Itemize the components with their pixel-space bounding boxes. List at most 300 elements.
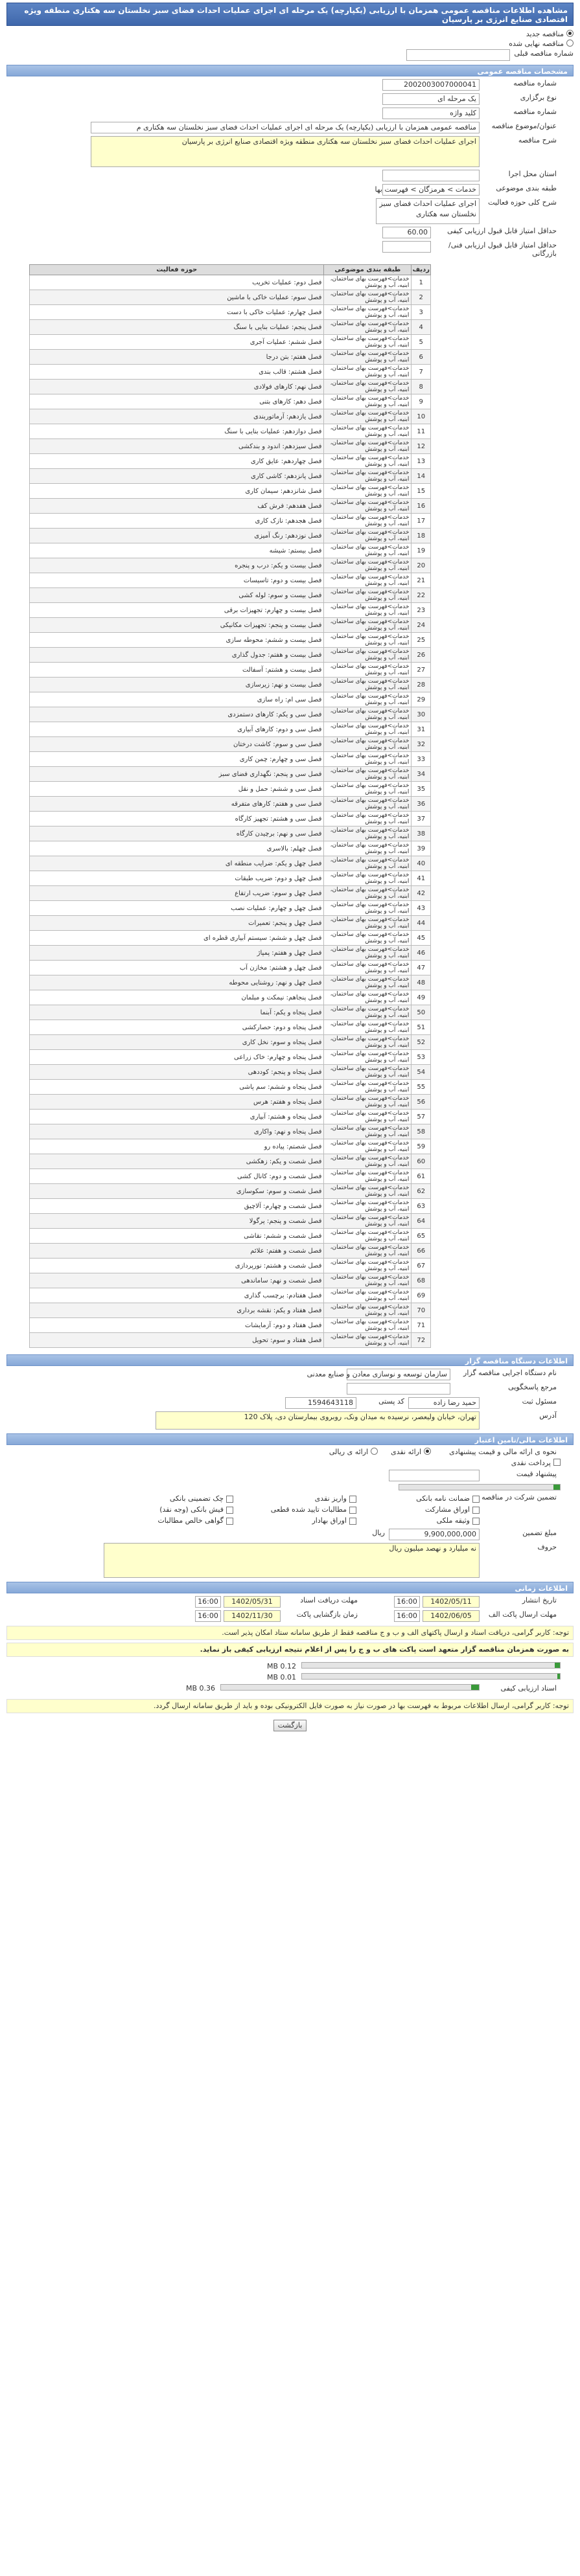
row-class-cell: خدمات>فهرست بهای ساختمان، ابنیه، آب و پوشش	[324, 752, 412, 767]
table-row	[30, 380, 431, 394]
table-row	[30, 901, 431, 916]
row-index-cell: 20	[412, 558, 431, 573]
table-row	[30, 394, 431, 409]
scan-checkbox[interactable]	[553, 1459, 561, 1466]
row-activity-cell: فصل چهل و هشتم: مخازن آب	[30, 961, 324, 975]
opening-date: 1402/11/30	[224, 1610, 281, 1622]
table-row	[30, 678, 431, 692]
method-checkbox[interactable]	[472, 1507, 480, 1514]
row-index-cell: 32	[412, 737, 431, 752]
row-class-cell: خدمات>فهرست بهای ساختمان، ابنیه، آب و پوشش	[324, 454, 412, 469]
row-activity-cell: فصل پنجاه و پنجم: کوددهی	[30, 1065, 324, 1080]
row-activity-cell: فصل نهم: کارهای فولادی	[30, 380, 324, 394]
row-activity-cell: فصل دوازدهم: عملیات بنایی با سنگ	[30, 424, 324, 439]
row-class-cell: خدمات>فهرست بهای ساختمان، ابنیه، آب و پوشش	[324, 394, 412, 409]
row-class-cell: خدمات>فهرست بهای ساختمان، ابنیه، آب و پوشش	[324, 1273, 412, 1288]
row-index-cell: 14	[412, 469, 431, 484]
row-activity-cell: فصل پنجاه و سوم: نخل کاری	[30, 1035, 324, 1050]
table-row	[30, 484, 431, 499]
method-option-label: اوراق بهادار	[312, 1516, 347, 1525]
table-row	[30, 797, 431, 812]
table-row	[30, 514, 431, 529]
table-row	[30, 961, 431, 975]
method-option[interactable]	[110, 1505, 233, 1514]
org-code-label: کد پستی	[378, 1397, 404, 1406]
row-class-cell: خدمات>فهرست بهای ساختمان، ابنیه، آب و پوشش	[324, 305, 412, 320]
number-label: شماره مناقصه	[513, 79, 557, 87]
table-row	[30, 350, 431, 365]
submit-date: 1402/06/05	[423, 1610, 480, 1622]
row-index-cell: 52	[412, 1035, 431, 1050]
table-row	[30, 1318, 431, 1333]
amount-label: مبلغ تضمین	[522, 1529, 557, 1537]
row-class-cell: خدمات>فهرست بهای ساختمان، ابنیه، آب و پوشش	[324, 335, 412, 350]
row-index-cell: 24	[412, 618, 431, 633]
table-row	[30, 1139, 431, 1154]
row-class-cell: خدمات>فهرست بهای ساختمان، ابنیه، آب و پوشش	[324, 603, 412, 618]
row-activity-cell: فصل بیست و ششم: محوطه سازی	[30, 633, 324, 648]
row-index-cell: 21	[412, 573, 431, 588]
previous-tender-field[interactable]	[406, 49, 510, 61]
table-row	[30, 1229, 431, 1244]
info-note-2: به صورت همزمان مناقصه گزار متعهد است پاکت های ب و ج را پس از اعلام نتیجه ارزیابی کیفی باز نماید.	[6, 1643, 574, 1657]
row-activity-cell: فصل چهلم: بالاسری	[30, 841, 324, 856]
method-checkbox[interactable]	[226, 1496, 233, 1503]
table-row	[30, 871, 431, 886]
row-activity-cell: فصل پنجاهم: نیمکت و مبلمان	[30, 990, 324, 1005]
row-class-cell: خدمات>فهرست بهای ساختمان، ابنیه، آب و پوشش	[324, 767, 412, 782]
row-activity-cell: فصل پانزدهم: کاشی کاری	[30, 469, 324, 484]
method-checkbox[interactable]	[349, 1496, 356, 1503]
row-activity-cell: فصل سیزدهم: اندود و بندکشی	[30, 439, 324, 454]
row-index-cell: 56	[412, 1095, 431, 1110]
row-class-cell: خدمات>فهرست بهای ساختمان، ابنیه، آب و پوشش	[324, 1184, 412, 1199]
row-index-cell: 27	[412, 663, 431, 678]
table-row	[30, 439, 431, 454]
min-score-field-2	[382, 241, 431, 253]
row-class-cell: خدمات>فهرست بهای ساختمان، ابنیه، آب و پوشش	[324, 975, 412, 990]
row-class-cell: خدمات>فهرست بهای ساختمان، ابنیه، آب و پوشش	[324, 871, 412, 886]
row-index-cell: 11	[412, 424, 431, 439]
table-row	[30, 573, 431, 588]
row-class-cell: خدمات>فهرست بهای ساختمان، ابنیه، آب و پوشش	[324, 558, 412, 573]
table-row	[30, 767, 431, 782]
row-activity-cell: فصل سی و چهارم: چمن کاری	[30, 752, 324, 767]
row-activity-cell: فصل بیست و چهارم: تجهیزات برقی	[30, 603, 324, 618]
row-index-cell: 64	[412, 1214, 431, 1229]
opt1-radio[interactable]	[424, 1448, 431, 1455]
row-class-cell: خدمات>فهرست بهای ساختمان، ابنیه، آب و پوشش	[324, 484, 412, 499]
table-row	[30, 975, 431, 990]
row-activity-cell: فصل چهل و یکم: ضرایب منطقه ای	[30, 856, 324, 871]
row-index-cell: 18	[412, 529, 431, 543]
amount-text-label: حروف	[537, 1543, 557, 1551]
table-row	[30, 812, 431, 826]
method-options	[91, 1493, 480, 1526]
row-class-cell: خدمات>فهرست بهای ساختمان، ابنیه، آب و پوشش	[324, 543, 412, 558]
row-index-cell: 35	[412, 782, 431, 797]
opt1-label: ارائه نقدی	[391, 1448, 421, 1456]
row-activity-cell: فصل سی و پنجم: نگهداری فضای سبز	[30, 767, 324, 782]
min-score-label: حداقل امتیاز قابل قبول ارزیابی کیفی	[447, 227, 557, 235]
row-class-cell: خدمات>فهرست بهای ساختمان، ابنیه، آب و پوشش	[324, 365, 412, 380]
table-row	[30, 365, 431, 380]
submit-label: مهلت ارسال پاکت الف	[488, 1610, 557, 1619]
row-class-cell: خدمات>فهرست بهای ساختمان، ابنیه، آب و پوشش	[324, 1065, 412, 1080]
amount-text-field: نه میلیارد و نهصد میلیون ریال	[104, 1543, 480, 1578]
row-class-cell: خدمات>فهرست بهای ساختمان، ابنیه، آب و پوشش	[324, 514, 412, 529]
org-address-field: تهران، خیابان ولیعصر، نرسیده به میدان ونک، روبروی بیمارستان دی، پلاک 120	[156, 1411, 480, 1430]
class-label: طبقه بندی موضوعی	[496, 184, 557, 192]
publish-label: تاریخ انتشار	[522, 1596, 557, 1604]
table-row	[30, 469, 431, 484]
table-row	[30, 1169, 431, 1184]
row-class-cell: خدمات>فهرست بهای ساختمان، ابنیه، آب و پوشش	[324, 275, 412, 290]
row-activity-cell: فصل پنجاه و نهم: واکاری	[30, 1124, 324, 1139]
file-size-2: 0.01 MB	[266, 1673, 296, 1681]
row-activity-cell: فصل چهاردهم: عایق کاری	[30, 454, 324, 469]
row-index-cell: 13	[412, 454, 431, 469]
org-person-label: مسئول ثبت	[522, 1397, 557, 1406]
row-index-cell: 54	[412, 1065, 431, 1080]
row-index-cell: 30	[412, 707, 431, 722]
method-option[interactable]	[356, 1505, 480, 1514]
row-class-cell: خدمات>فهرست بهای ساختمان، ابنیه، آب و پوشش	[324, 901, 412, 916]
row-activity-cell: فصل نوزدهم: رنگ آمیزی	[30, 529, 324, 543]
method-option-label: واریز نقدی	[314, 1494, 347, 1503]
method-checkbox[interactable]	[472, 1518, 480, 1525]
row-activity-cell: فصل هفتاد و سوم: تحویل	[30, 1333, 324, 1348]
opening-label: زمان بازگشایی پاکت	[296, 1610, 358, 1619]
col-index-header: ردیف	[412, 265, 431, 275]
row-class-cell: خدمات>فهرست بهای ساختمان، ابنیه، آب و پوشش	[324, 1229, 412, 1244]
row-activity-cell: فصل هفتاد و دوم: آزمایشات	[30, 1318, 324, 1333]
new-tender-label: مناقصه جدید	[526, 30, 564, 38]
row-index-cell: 8	[412, 380, 431, 394]
org-ref-field	[347, 1383, 450, 1395]
row-activity-cell: فصل شصت و هشتم: نورپردازی	[30, 1259, 324, 1273]
row-activity-cell: فصل سی ام: راه سازی	[30, 692, 324, 707]
method-option-label: اوراق مشارکت	[424, 1505, 470, 1514]
table-row	[30, 886, 431, 901]
subject-field: مناقصه عمومی همزمان با ارزیابی (یکپارچه) یک مرحله ای اجرای عملیات احداث فضای سبز نخلستان سه هکتاری م	[91, 122, 480, 133]
method-option-label: وثیقه ملکی	[436, 1516, 470, 1525]
tender-no-label: شماره مناقصه	[513, 108, 557, 116]
table-row	[30, 931, 431, 946]
quality-label: اسناد ارزیابی کیفی	[500, 1684, 557, 1693]
row-class-cell: خدمات>فهرست بهای ساختمان، ابنیه، آب و پوشش	[324, 350, 412, 365]
row-class-cell: خدمات>فهرست بهای ساختمان، ابنیه، آب و پوشش	[324, 1303, 412, 1318]
row-class-cell: خدمات>فهرست بهای ساختمان، ابنیه، آب و پوشش	[324, 439, 412, 454]
row-index-cell: 22	[412, 588, 431, 603]
place-label: استان محل اجرا	[508, 170, 557, 178]
row-class-cell: خدمات>فهرست بهای ساختمان، ابنیه، آب و پوشش	[324, 290, 412, 305]
row-index-cell: 60	[412, 1154, 431, 1169]
row-index-cell: 12	[412, 439, 431, 454]
row-activity-cell: فصل هفدهم: فرش کف	[30, 499, 324, 514]
row-index-cell: 43	[412, 901, 431, 916]
table-row	[30, 856, 431, 871]
row-class-cell: خدمات>فهرست بهای ساختمان، ابنیه، آب و پوشش	[324, 946, 412, 961]
table-row	[30, 648, 431, 663]
row-activity-cell: فصل چهل و دوم: ضریب طبقات	[30, 871, 324, 886]
row-activity-cell: فصل چهل و پنجم: تعمیرات	[30, 916, 324, 931]
row-index-cell: 4	[412, 320, 431, 335]
row-index-cell: 29	[412, 692, 431, 707]
row-index-cell: 3	[412, 305, 431, 320]
row-class-cell: خدمات>فهرست بهای ساختمان، ابنیه، آب و پوشش	[324, 1005, 412, 1020]
row-index-cell: 49	[412, 990, 431, 1005]
table-row	[30, 603, 431, 618]
row-activity-cell: فصل پنجاه و دوم: حصارکشی	[30, 1020, 324, 1035]
row-class-cell: خدمات>فهرست بهای ساختمان، ابنیه، آب و پوشش	[324, 618, 412, 633]
table-row	[30, 1333, 431, 1348]
row-activity-cell: فصل پنجاه و چهارم: خاک زراعی	[30, 1050, 324, 1065]
org-name-field: سازمان توسعه و نوسازی معادن و صنایع معدنی	[347, 1369, 450, 1380]
table-row	[30, 916, 431, 931]
method-option[interactable]	[110, 1516, 233, 1525]
org-code-field: 1594643118	[285, 1397, 356, 1409]
row-class-cell: خدمات>فهرست بهای ساختمان، ابنیه، آب و پوشش	[324, 990, 412, 1005]
row-index-cell: 45	[412, 931, 431, 946]
table-row	[30, 320, 431, 335]
row-class-cell: خدمات>فهرست بهای ساختمان، ابنیه، آب و پوشش	[324, 841, 412, 856]
table-row	[30, 424, 431, 439]
row-activity-cell: فصل شانزدهم: سیمان کاری	[30, 484, 324, 499]
table-row	[30, 841, 431, 856]
row-class-cell: خدمات>فهرست بهای ساختمان، ابنیه، آب و پوشش	[324, 424, 412, 439]
row-index-cell: 15	[412, 484, 431, 499]
col-class-header: طبقه بندی موضوعی	[324, 265, 412, 275]
row-activity-cell: فصل هشتم: قالب بندی	[30, 365, 324, 380]
doc-deadline-date: 1402/05/31	[224, 1596, 281, 1608]
row-class-cell: خدمات>فهرست بهای ساختمان، ابنیه، آب و پوشش	[324, 916, 412, 931]
row-index-cell: 36	[412, 797, 431, 812]
general-section-header: مشخصات مناقصه عمومی	[6, 65, 574, 76]
final-tender-label: مناقصه نهایی شده	[509, 40, 564, 48]
table-row	[30, 290, 431, 305]
row-index-cell: 9	[412, 394, 431, 409]
row-activity-cell: فصل شصت و چهارم: آلاچیق	[30, 1199, 324, 1214]
publish-time: 16:00	[394, 1596, 420, 1608]
table-row	[30, 499, 431, 514]
method-checkbox[interactable]	[226, 1507, 233, 1514]
table-row	[30, 1035, 431, 1050]
row-index-cell: 2	[412, 290, 431, 305]
desc-field: اجرای عملیات احداث فضای سبز نخلستان سه هکتاری منطقه ویژه اقتصادی صنایع انرژی بر پارسیان	[91, 136, 480, 167]
row-index-cell: 42	[412, 886, 431, 901]
row-class-cell: خدمات>فهرست بهای ساختمان، ابنیه، آب و پوشش	[324, 886, 412, 901]
row-class-cell: خدمات>فهرست بهای ساختمان، ابنیه، آب و پوشش	[324, 1199, 412, 1214]
row-class-cell: خدمات>فهرست بهای ساختمان، ابنیه، آب و پوشش	[324, 1080, 412, 1095]
row-activity-cell: فصل سی و ششم: حمل و نقل	[30, 782, 324, 797]
table-row	[30, 752, 431, 767]
return-button[interactable]: بازگشت	[273, 1720, 307, 1731]
row-activity-cell: فصل شصت و نهم: ساماندهی	[30, 1273, 324, 1288]
row-class-cell: خدمات>فهرست بهای ساختمان، ابنیه، آب و پوشش	[324, 722, 412, 737]
method-option[interactable]	[110, 1494, 233, 1503]
row-index-cell: 69	[412, 1288, 431, 1303]
org-section-header: اطلاعات دستگاه مناقصه گزار	[6, 1354, 574, 1366]
row-class-cell: خدمات>فهرست بهای ساختمان، ابنیه، آب و پوشش	[324, 588, 412, 603]
row-index-cell: 55	[412, 1080, 431, 1095]
row-class-cell: خدمات>فهرست بهای ساختمان، ابنیه، آب و پوشش	[324, 1169, 412, 1184]
activity-label: شرح کلی حوزه فعالیت	[488, 198, 557, 207]
col-activity-header: حوزه فعالیت	[30, 265, 324, 275]
doc-progress-bar	[399, 1484, 561, 1490]
page-title: مشاهده اطلاعات مناقصه عمومی همزمان با ارزیابی (یکپارچه) یک مرحله ای اجرای عملیات احداث فضای سبز نخلستان سه هکتاری منطقه ویژه اقتصادی صنایع انرژی بر پارسیان	[6, 3, 574, 26]
table-row	[30, 558, 431, 573]
file-bar-1	[301, 1662, 561, 1669]
row-class-cell: خدمات>فهرست بهای ساختمان، ابنیه، آب و پوشش	[324, 737, 412, 752]
tender-details-page	[6, 3, 574, 2571]
row-class-cell: خدمات>فهرست بهای ساختمان، ابنیه، آب و پوشش	[324, 692, 412, 707]
row-activity-cell: فصل چهل و ششم: سیستم آبیاری قطره ای	[30, 931, 324, 946]
row-index-cell: 23	[412, 603, 431, 618]
row-activity-cell: فصل بیستم: شیشه	[30, 543, 324, 558]
row-activity-cell: فصل چهل و چهارم: عملیات نصب	[30, 901, 324, 916]
row-class-cell: خدمات>فهرست بهای ساختمان، ابنیه، آب و پوشش	[324, 1259, 412, 1273]
row-activity-cell: فصل شصت و دوم: کانال کشی	[30, 1169, 324, 1184]
row-index-cell: 63	[412, 1199, 431, 1214]
min-score-label-2: حداقل امتیاز قابل قبول ارزیابی فنی/بازرگانی	[448, 241, 557, 258]
method-option[interactable]	[233, 1505, 356, 1514]
row-class-cell: خدمات>فهرست بهای ساختمان، ابنیه، آب و پوشش	[324, 1139, 412, 1154]
financial-section-header: اطلاعات مالی/تامین اعتبار	[6, 1433, 574, 1445]
row-class-cell: خدمات>فهرست بهای ساختمان، ابنیه، آب و پوشش	[324, 856, 412, 871]
row-activity-cell: فصل بیست و هشتم: آسفالت	[30, 663, 324, 678]
table-row	[30, 1065, 431, 1080]
row-activity-cell: فصل چهارم: عملیات خاکی با دست	[30, 305, 324, 320]
row-index-cell: 1	[412, 275, 431, 290]
row-index-cell: 28	[412, 678, 431, 692]
row-activity-cell: فصل چهل و هفتم: پمپاژ	[30, 946, 324, 961]
table-row	[30, 782, 431, 797]
table-row	[30, 707, 431, 722]
method-checkbox[interactable]	[472, 1496, 480, 1503]
method-option[interactable]	[356, 1494, 480, 1503]
category-table	[29, 264, 431, 1348]
row-index-cell: 58	[412, 1124, 431, 1139]
file-bar-2	[301, 1673, 561, 1680]
row-class-cell: خدمات>فهرست بهای ساختمان، ابنیه، آب و پوشش	[324, 1214, 412, 1229]
row-class-cell: خدمات>فهرست بهای ساختمان، ابنیه، آب و پوشش	[324, 797, 412, 812]
final-tender-radio[interactable]	[566, 40, 574, 47]
row-activity-cell: فصل سی و هشتم: تجهیز کارگاه	[30, 812, 324, 826]
method-option[interactable]	[233, 1516, 356, 1525]
category-table-body	[30, 275, 431, 1348]
row-activity-cell: فصل چهل و سوم: ضریب ارتفاع	[30, 886, 324, 901]
row-class-cell: خدمات>فهرست بهای ساختمان، ابنیه، آب و پوشش	[324, 633, 412, 648]
file-size-3: 0.36 MB	[185, 1684, 215, 1693]
keyword-field[interactable]: کلید واژه	[382, 108, 480, 119]
org-address-label: آدرس	[539, 1411, 557, 1420]
times-section-header: اطلاعات زمانی	[6, 1582, 574, 1593]
table-row	[30, 409, 431, 424]
method-checkbox[interactable]	[226, 1518, 233, 1525]
table-row	[30, 1005, 431, 1020]
row-activity-cell: فصل ششم: عملیات آجری	[30, 335, 324, 350]
row-index-cell: 47	[412, 961, 431, 975]
table-row	[30, 1124, 431, 1139]
row-class-cell: خدمات>فهرست بهای ساختمان، ابنیه، آب و پوشش	[324, 648, 412, 663]
row-activity-cell: فصل بیست و سوم: لوله کشی	[30, 588, 324, 603]
opt2-label: ارائه ی ریالی	[329, 1448, 369, 1456]
subject-label: عنوان/موضوع مناقصه	[491, 122, 557, 130]
row-activity-cell: فصل بیست و یکم: درب و پنجره	[30, 558, 324, 573]
table-row	[30, 1080, 431, 1095]
table-row	[30, 1288, 431, 1303]
row-class-cell: خدمات>فهرست بهای ساختمان، ابنیه، آب و پوشش	[324, 1110, 412, 1124]
file-size-1: 0.12 MB	[266, 1662, 296, 1670]
row-index-cell: 38	[412, 826, 431, 841]
table-row	[30, 946, 431, 961]
org-name-label: نام دستگاه اجرایی مناقصه گزار	[463, 1369, 557, 1377]
row-activity-cell: فصل پنجاه و هشتم: آبیاری	[30, 1110, 324, 1124]
row-activity-cell: فصل شصت و هفتم: علائم	[30, 1244, 324, 1259]
row-index-cell: 62	[412, 1184, 431, 1199]
table-row	[30, 454, 431, 469]
min-score-field: 60.00	[382, 227, 431, 238]
table-row	[30, 543, 431, 558]
opening-time: 16:00	[195, 1610, 221, 1622]
row-activity-cell: فصل سی و دوم: کارهای آبیاری	[30, 722, 324, 737]
row-index-cell: 5	[412, 335, 431, 350]
doc-field	[389, 1470, 480, 1481]
row-class-cell: خدمات>فهرست بهای ساختمان، ابنیه، آب و پوشش	[324, 931, 412, 946]
amount-field: 9,900,000,000	[389, 1529, 480, 1540]
method-option[interactable]	[356, 1516, 480, 1525]
row-class-cell: خدمات>فهرست بهای ساختمان، ابنیه، آب و پوشش	[324, 826, 412, 841]
org-person-field: حمید رضا زاده	[408, 1397, 480, 1409]
row-class-cell: خدمات>فهرست بهای ساختمان، ابنیه، آب و پوشش	[324, 1095, 412, 1110]
row-index-cell: 48	[412, 975, 431, 990]
table-row	[30, 335, 431, 350]
row-activity-cell: فصل شصت و ششم: نقاشی	[30, 1229, 324, 1244]
submit-time: 16:00	[394, 1610, 420, 1622]
method-label: تضمین شرکت در مناقصه	[481, 1493, 557, 1501]
row-index-cell: 61	[412, 1169, 431, 1184]
row-index-cell: 19	[412, 543, 431, 558]
row-activity-cell: فصل هجدهم: نازک کاری	[30, 514, 324, 529]
row-class-cell: خدمات>فهرست بهای ساختمان، ابنیه، آب و پوشش	[324, 663, 412, 678]
table-row	[30, 633, 431, 648]
previous-tender-label: شماره مناقصه قبلی	[514, 49, 574, 58]
row-activity-cell: فصل چهل و نهم: روشنایی محوطه	[30, 975, 324, 990]
row-index-cell: 39	[412, 841, 431, 856]
method-checkbox[interactable]	[349, 1518, 356, 1525]
method-checkbox[interactable]	[349, 1507, 356, 1514]
info-note-1: توجه: کاربر گرامی، دریافت اسناد و ارسال پاکتهای الف و ب و ج مناقصه فقط از طریق سامانه ستاد امکان پذیر است.	[6, 1626, 574, 1640]
new-tender-radio[interactable]	[566, 30, 574, 37]
desc-label: شرح مناقصه	[518, 136, 557, 144]
class-field: خدمات > هرمزگان > فهرست بها	[382, 184, 480, 196]
table-row	[30, 1214, 431, 1229]
row-class-cell: خدمات>فهرست بهای ساختمان، ابنیه، آب و پوشش	[324, 707, 412, 722]
row-class-cell: خدمات>فهرست بهای ساختمان، ابنیه، آب و پوشش	[324, 409, 412, 424]
table-row	[30, 990, 431, 1005]
opt2-radio[interactable]	[371, 1448, 378, 1455]
row-activity-cell: فصل شصت و سوم: سکوسازی	[30, 1184, 324, 1199]
method-option[interactable]	[233, 1494, 356, 1503]
row-index-cell: 66	[412, 1244, 431, 1259]
row-index-cell: 26	[412, 648, 431, 663]
doc-deadline-time: 16:00	[195, 1596, 221, 1608]
table-row	[30, 1184, 431, 1199]
row-activity-cell: فصل هفتاد و یکم: نقشه برداری	[30, 1303, 324, 1318]
row-index-cell: 59	[412, 1139, 431, 1154]
table-row	[30, 588, 431, 603]
